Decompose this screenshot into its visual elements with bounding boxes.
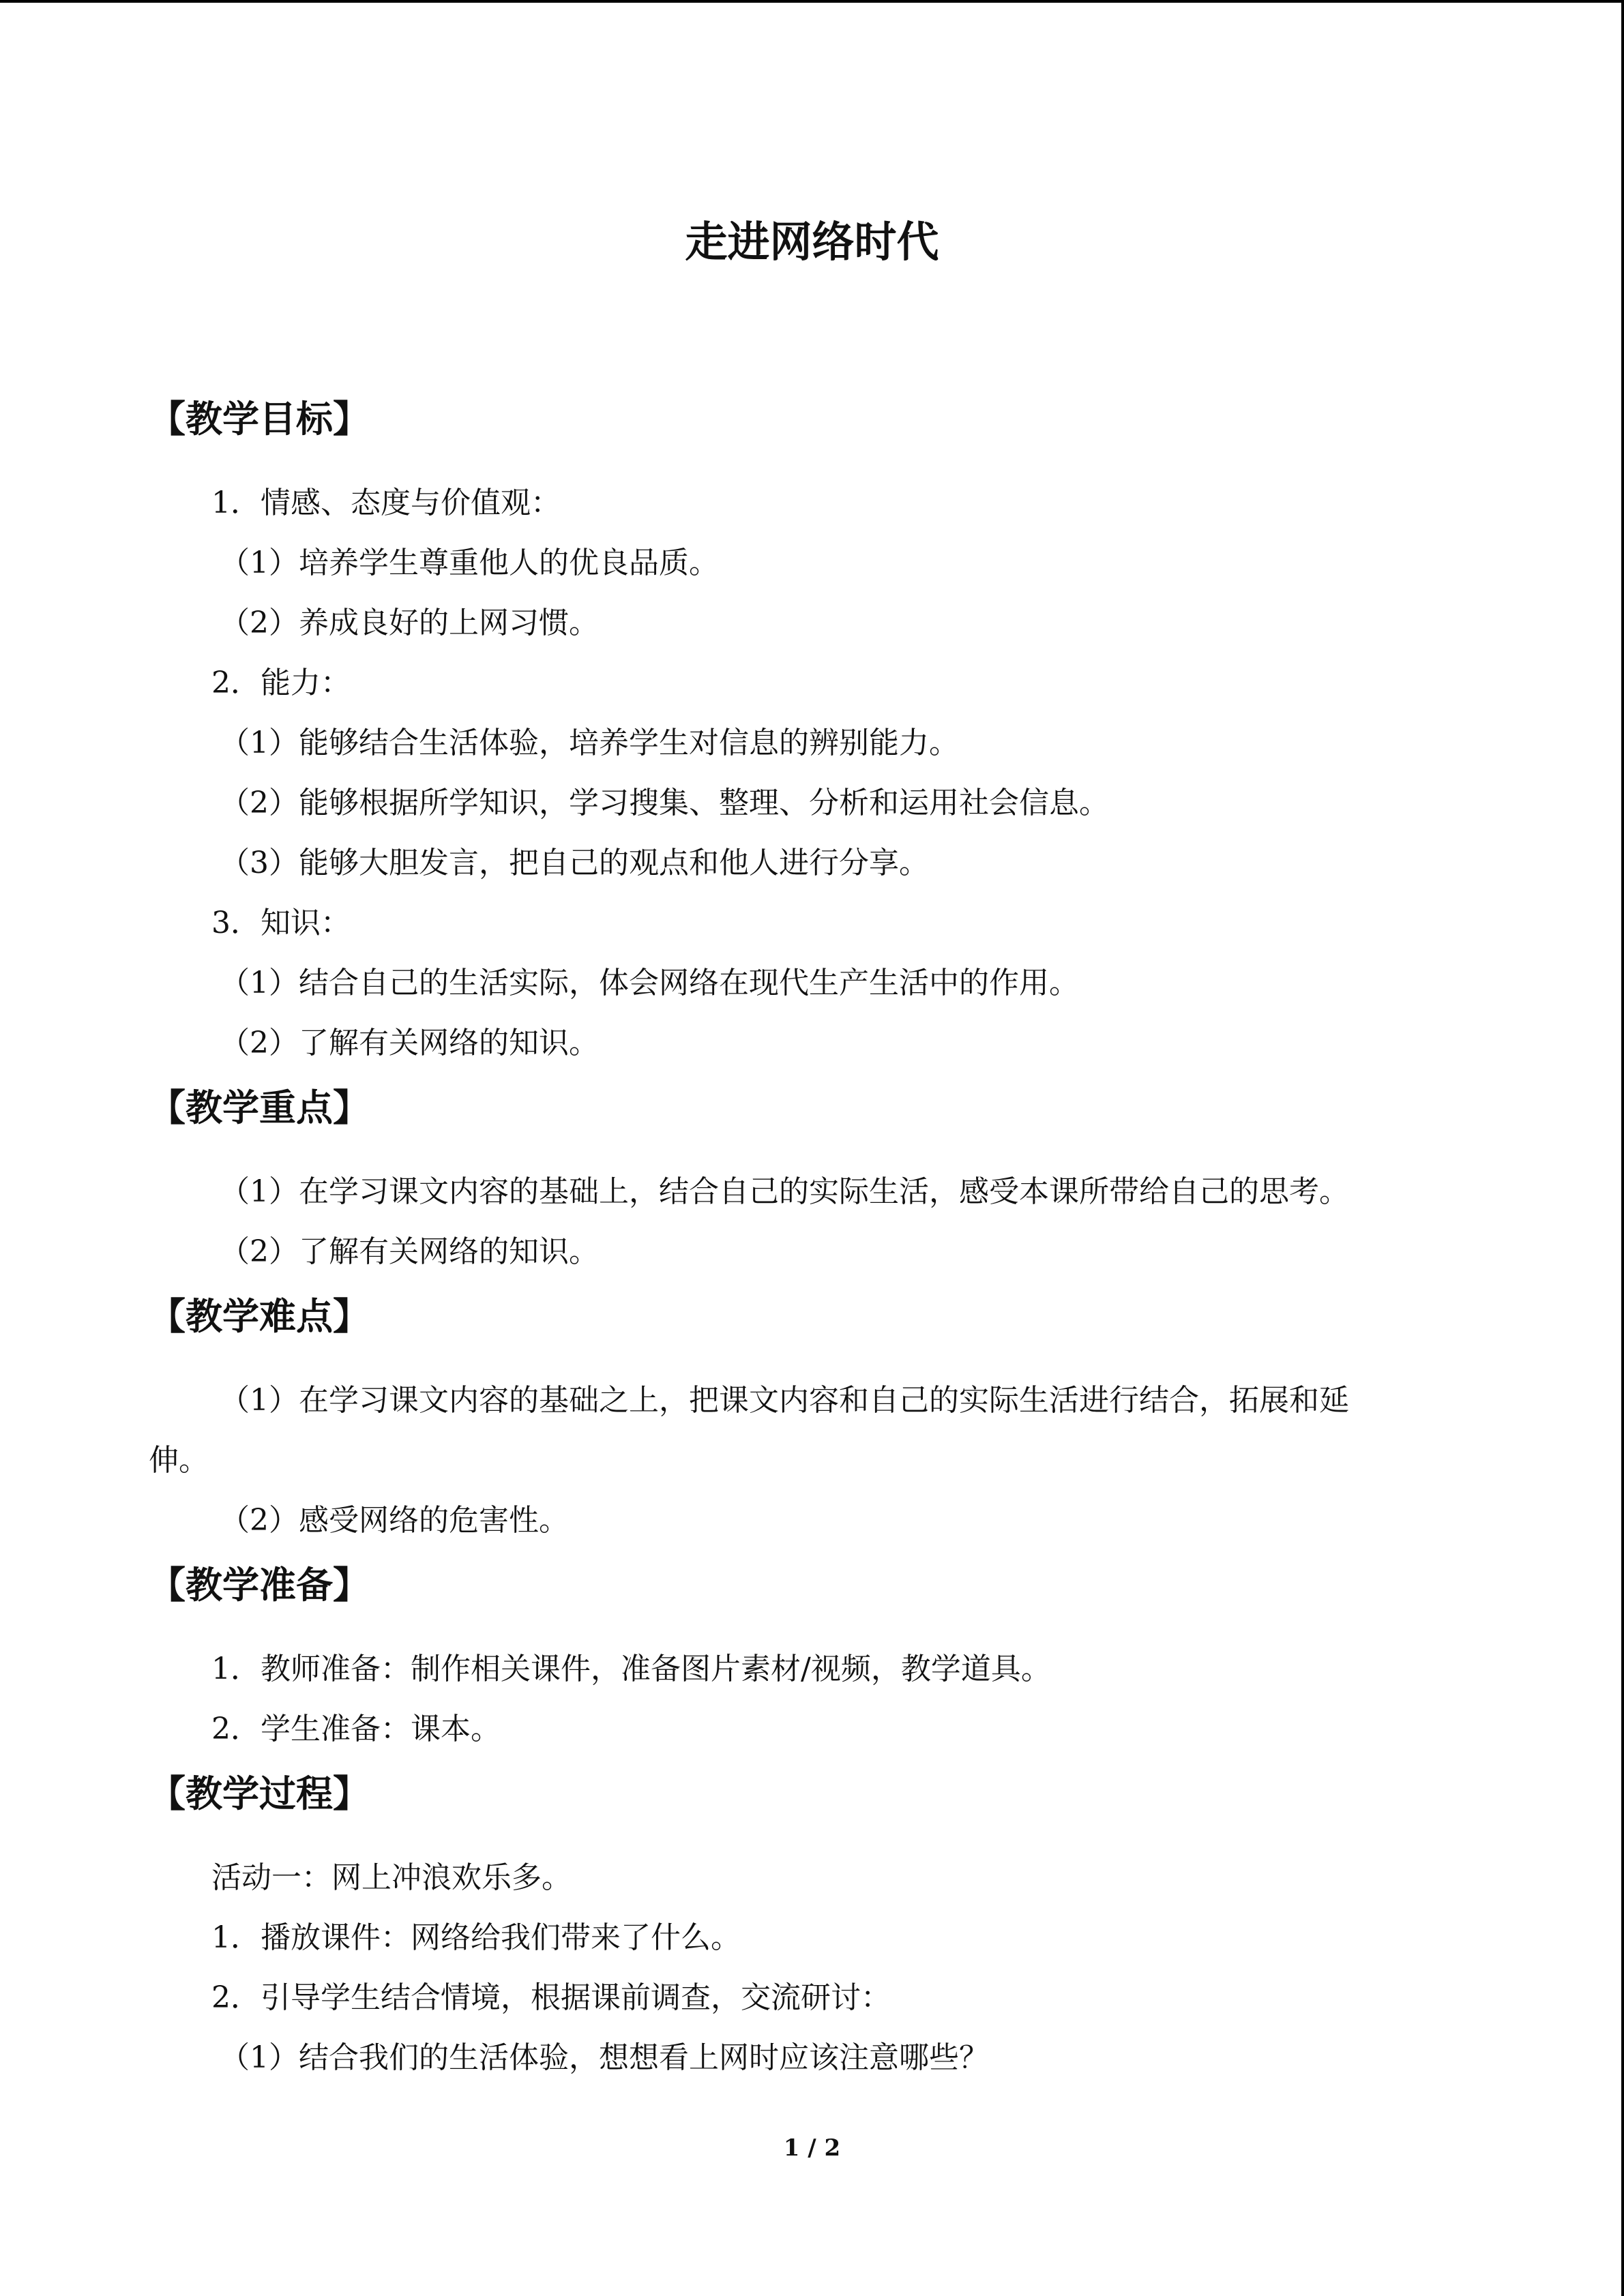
difficulties-line: 伸。 bbox=[149, 1443, 209, 1478]
preparation-line: 2．学生准备：课本。 bbox=[211, 1712, 501, 1746]
page-right-border bbox=[1621, 0, 1624, 2296]
difficulties-line: （2）感受网络的危害性。 bbox=[220, 1503, 569, 1538]
objectives-line: 1．情感、态度与价值观： bbox=[211, 486, 561, 520]
section-heading-difficulties: 【教学难点】 bbox=[149, 1295, 370, 1338]
process-line: 1．播放课件：网络给我们带来了什么。 bbox=[211, 1920, 741, 1955]
difficulties-line: （1）在学习课文内容的基础之上，把课文内容和自己的实际生活进行结合，拓展和延 bbox=[220, 1383, 1349, 1418]
objectives-line: （2）养成良好的上网习惯。 bbox=[220, 606, 599, 640]
objectives-line: （3）能够大胆发言，把自己的观点和他人进行分享。 bbox=[220, 846, 929, 880]
objectives-line: （1）能够结合生活体验，培养学生对信息的辨别能力。 bbox=[220, 726, 959, 760]
section-heading-key-points: 【教学重点】 bbox=[149, 1086, 370, 1129]
process-line: （1）结合我们的生活体验，想想看上网时应该注意哪些？ bbox=[220, 2040, 989, 2075]
section-heading-preparation: 【教学准备】 bbox=[149, 1564, 370, 1607]
objectives-line: （1）培养学生尊重他人的优良品质。 bbox=[220, 546, 719, 580]
document-title: 走进网络时代 bbox=[685, 217, 939, 267]
page-number: 1 / 2 bbox=[783, 2134, 841, 2162]
objectives-line: 2．能力： bbox=[211, 666, 351, 700]
objectives-line: 3．知识： bbox=[211, 906, 351, 940]
objectives-line: （2）了解有关网络的知识。 bbox=[220, 1026, 599, 1060]
preparation-line: 1．教师准备：制作相关课件，准备图片素材/视频，教学道具。 bbox=[211, 1652, 1051, 1686]
process-line: 活动一：网上冲浪欢乐多。 bbox=[211, 1860, 572, 1895]
key-points-line: （1）在学习课文内容的基础上，结合自己的实际生活，感受本课所带给自己的思考。 bbox=[220, 1174, 1349, 1209]
key-points-line: （2）了解有关网络的知识。 bbox=[220, 1234, 599, 1269]
section-heading-objectives: 【教学目标】 bbox=[149, 398, 370, 441]
section-heading-process: 【教学过程】 bbox=[149, 1772, 370, 1815]
objectives-line: （1）结合自己的生活实际，体会网络在现代生产生活中的作用。 bbox=[220, 966, 1079, 1000]
objectives-line: （2）能够根据所学知识，学习搜集、整理、分析和运用社会信息。 bbox=[220, 786, 1109, 820]
process-line: 2．引导学生结合情境，根据课前调查，交流研讨： bbox=[211, 1980, 891, 2015]
page-top-border bbox=[0, 0, 1624, 3]
